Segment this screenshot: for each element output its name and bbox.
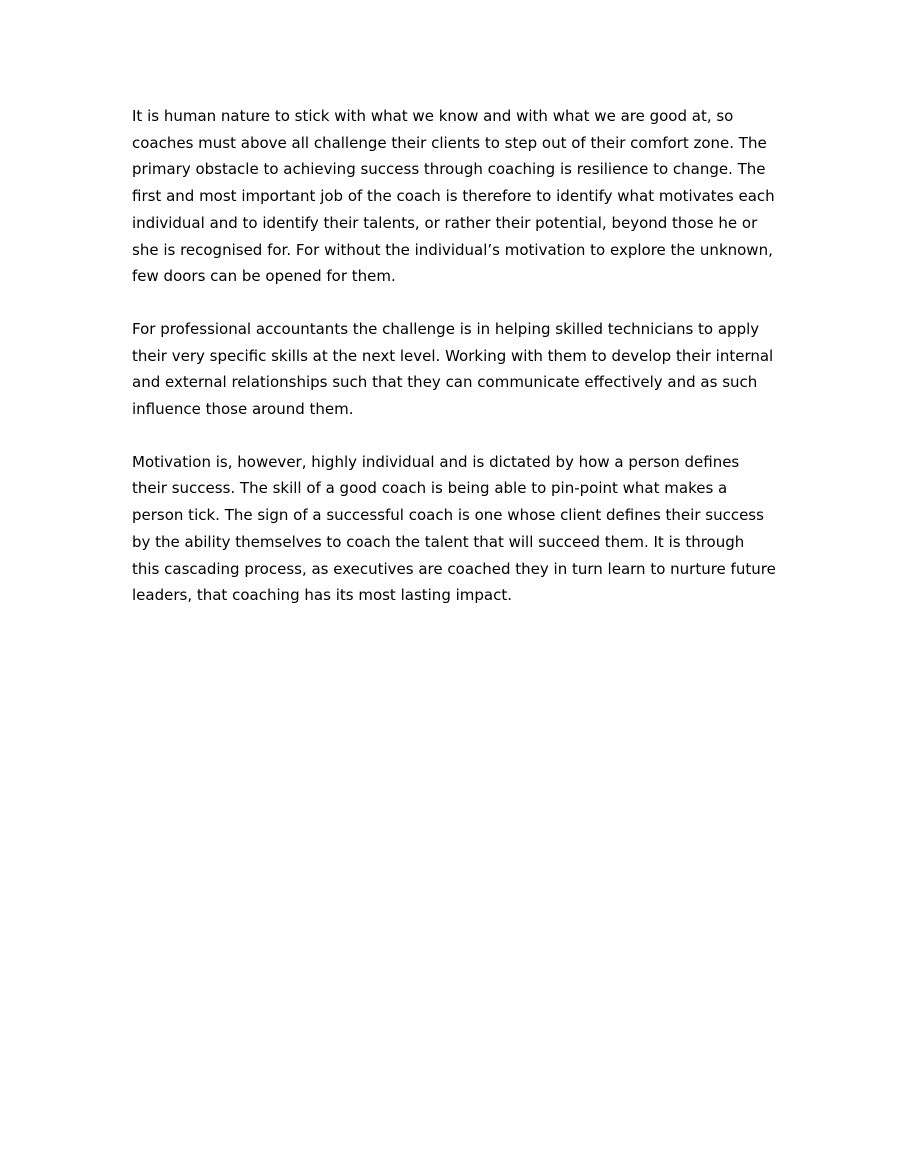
document-body — [132, 103, 776, 635]
paragraph-line: person tick. The sign of a successful coach is one whose client defines their success — [132, 506, 764, 525]
paragraph-line: Motivation is, however, highly individual and is dictated by how a person defines — [132, 452, 740, 471]
paragraph-line: their very specific skills at the next level. Working with them to develop their internal — [132, 346, 774, 365]
paragraph-1 — [132, 103, 775, 290]
paragraph-line: she is recognised for. For without the individual’s motivation to explore the unknown, — [132, 240, 773, 259]
paragraph-line: their success. The skill of a good coach is being able to pin-point what makes a — [132, 479, 728, 498]
paragraph-3 — [132, 449, 776, 609]
paragraph-line: For professional accountants the challenge is in helping skilled technicians to apply — [132, 319, 760, 338]
paragraph-line: and external relationships such that they can communicate effectively and as such — [132, 373, 758, 392]
paragraph-line: leaders, that coaching has its most lasting impact. — [132, 586, 512, 605]
paragraph-line: first and most important job of the coach is therefore to identify what motivates each — [132, 187, 775, 206]
paragraph-line: It is human nature to stick with what we know and with what we are good at, so — [132, 107, 734, 125]
paragraph-2 — [132, 316, 772, 423]
paragraph-line: few doors can be opened for them. — [132, 267, 396, 286]
paragraph-line: this cascading process, as executives are coached they in turn learn to nurture future — [132, 559, 776, 578]
paragraph-line: coaches must above all challenge their clients to step out of their comfort zone. The — [132, 133, 767, 152]
paragraph-line: by the ability themselves to coach the talent that will succeed them. It is through — [132, 532, 745, 551]
paragraph-line: primary obstacle to achieving success through coaching is resilience to change. The — [132, 160, 766, 179]
paragraph-line: influence those around them. — [132, 400, 354, 419]
paragraph-line: individual and to identify their talents, or rather their potential, beyond those he or — [132, 213, 758, 232]
